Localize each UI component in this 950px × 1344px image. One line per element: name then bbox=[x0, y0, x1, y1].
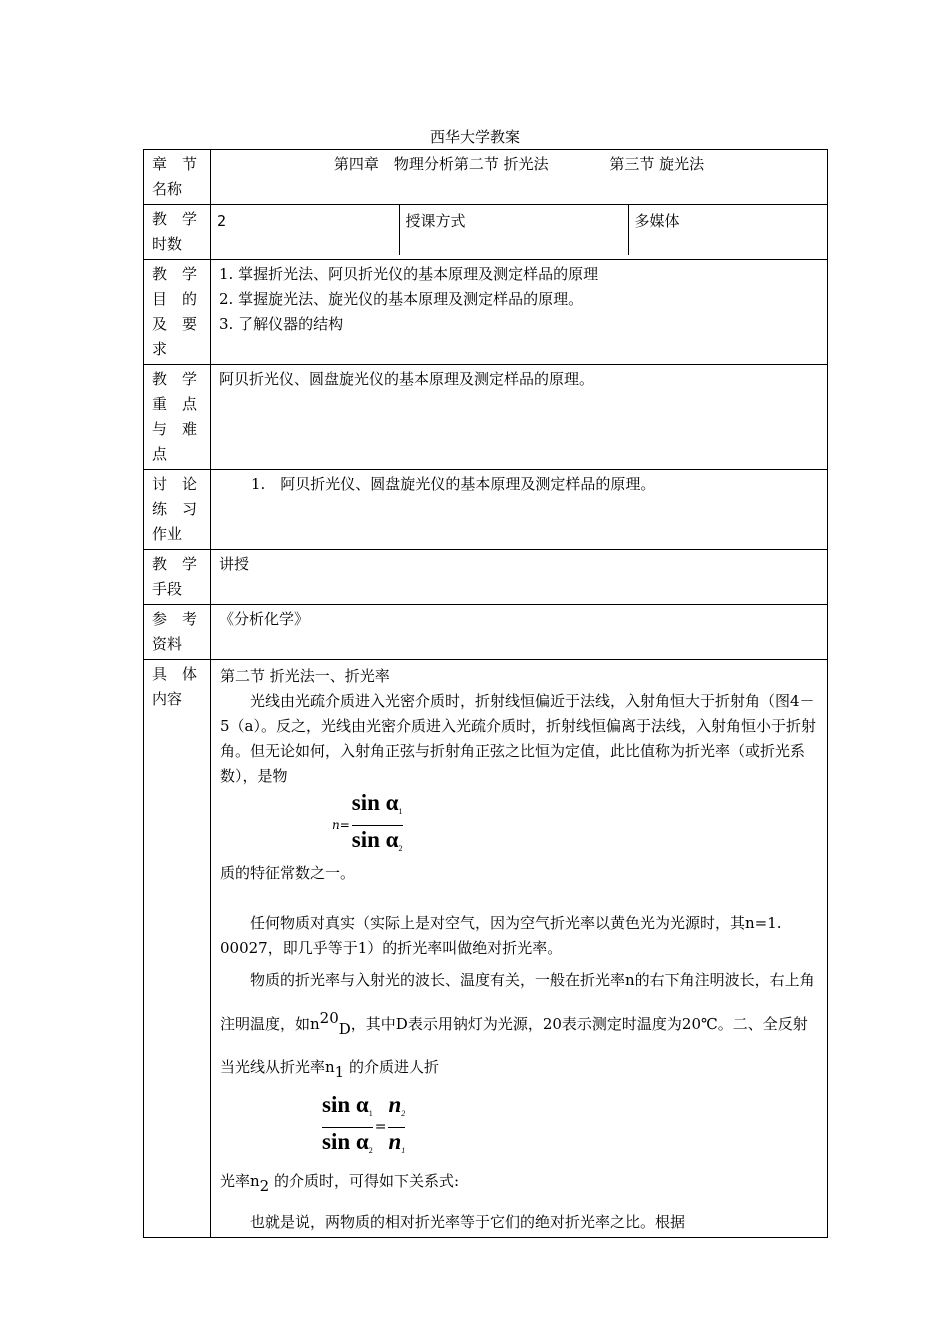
denominator-text: sin α bbox=[322, 1128, 369, 1154]
label-chapter bbox=[144, 150, 211, 205]
numerator-subscript: 2 bbox=[401, 1108, 406, 1118]
numerator-text: n bbox=[388, 1091, 402, 1117]
formula-denominator bbox=[322, 1128, 373, 1164]
subscript: 1 bbox=[334, 1063, 345, 1081]
row-key-points bbox=[144, 365, 828, 470]
content-body bbox=[211, 660, 828, 1238]
method-label: 授课方式 bbox=[399, 205, 628, 255]
denominator-subscript: 2 bbox=[398, 843, 403, 853]
content-paragraph: 任何物质对真实（实际上是对空气，因为空气折光率以黄色光为光源时，其n=1. 00027，即几乎等于1）的折光率叫做绝对折光率。 bbox=[220, 914, 782, 957]
formula-fraction bbox=[388, 1091, 405, 1164]
label-line: 点 bbox=[152, 445, 168, 463]
label-line: 教 学 bbox=[152, 555, 198, 573]
chapter-value bbox=[211, 150, 828, 205]
label-line: 教 学 bbox=[152, 265, 198, 283]
label-hours bbox=[144, 205, 211, 260]
hours-value: 2 bbox=[217, 212, 227, 230]
label-line: 内容 bbox=[152, 690, 183, 708]
label-line: 目 的 bbox=[152, 290, 198, 308]
label-line: 时数 bbox=[152, 235, 183, 253]
subscript: 2 bbox=[259, 1177, 270, 1195]
label-line: 具 体 bbox=[152, 665, 198, 683]
formula-denominator bbox=[352, 826, 403, 862]
label-line: 章 节 bbox=[152, 155, 198, 173]
text-run: 物质的折光率与入射光的波长、温度有关，一般在折光率n的右下角注明波长，右上角注明温度，如n bbox=[220, 971, 815, 1033]
row-exercises bbox=[144, 470, 828, 550]
method-value: 多媒体 bbox=[628, 205, 827, 255]
key-points-value: 阿贝折光仪、圆盘旋光仪的基本原理及测定样品的原理。 bbox=[211, 365, 828, 470]
label-line: 求 bbox=[152, 340, 168, 358]
objective-item: 2. 掌握旋光法、旋光仪的基本原理及测定样品的原理。 bbox=[219, 290, 584, 308]
text-run: 光率n bbox=[220, 1172, 260, 1190]
formula-denominator bbox=[388, 1128, 405, 1164]
label-line: 练 习 bbox=[152, 500, 198, 518]
formula-refractive-index bbox=[332, 789, 819, 855]
objectives-list bbox=[211, 260, 828, 365]
numerator-text: sin α bbox=[351, 789, 399, 815]
section-title: 第三节 旋光法 bbox=[609, 155, 705, 173]
label-line: 作业 bbox=[152, 525, 183, 543]
label-line: 名称 bbox=[152, 180, 183, 198]
denominator-subscript: 2 bbox=[368, 1145, 373, 1155]
content-paragraph bbox=[220, 1163, 819, 1204]
chapter-title: 第四章 物理分析第二节 折光法 bbox=[333, 155, 549, 173]
formula-relative-index bbox=[320, 1091, 819, 1157]
label-exercises bbox=[144, 470, 211, 550]
formula-numerator bbox=[322, 1091, 373, 1127]
label-line: 及 要 bbox=[152, 315, 198, 333]
formula-fraction bbox=[322, 1091, 373, 1164]
text-run: 的介质时，可得如下关系式: bbox=[269, 1172, 460, 1190]
subscript: D bbox=[338, 1020, 351, 1038]
text-run: 的介质进人折 bbox=[344, 1058, 439, 1076]
label-content bbox=[144, 660, 211, 1238]
row-objectives bbox=[144, 260, 828, 365]
content-paragraph: 也就是说，两物质的相对折光率等于它们的绝对折光率之比。根据 bbox=[250, 1213, 686, 1231]
label-objectives bbox=[144, 260, 211, 365]
label-line: 重 点 bbox=[152, 395, 198, 413]
numerator-subscript: 1 bbox=[368, 1108, 373, 1118]
numerator-subscript: 1 bbox=[398, 806, 403, 816]
row-hours bbox=[144, 205, 828, 260]
means-value: 讲授 bbox=[211, 550, 828, 605]
numerator-text: sin α bbox=[322, 1091, 369, 1117]
label-line: 与 难 bbox=[152, 420, 198, 438]
row-content bbox=[144, 660, 828, 1238]
label-line: 教 学 bbox=[152, 210, 198, 228]
row-references bbox=[144, 605, 828, 660]
denominator-subscript: 1 bbox=[401, 1145, 406, 1155]
denominator-text: sin α bbox=[351, 826, 399, 852]
content-heading: 第二节 折光法一、折光率 bbox=[220, 667, 390, 685]
row-means bbox=[144, 550, 828, 605]
objective-item: 1. 掌握折光法、阿贝折光仪的基本原理及测定样品的原理 bbox=[219, 265, 599, 283]
formula-numerator bbox=[352, 789, 403, 825]
content-paragraph: 光线由光疏介质进入光密介质时，折射线恒偏近于法线，入射角恒大于折射角（图4－5（a）。反之，光线由光密介质进入光疏介质时，折射线恒偏离于法线，入射角恒小于折射角。但无论如何，入射角正弦与折射角正弦之比恒为定值，此比值称为折光率（或折光系数），是物 bbox=[220, 692, 816, 785]
formula-numerator bbox=[388, 1091, 405, 1127]
formula-equals: = bbox=[374, 1118, 387, 1135]
label-line: 参 考 bbox=[152, 610, 198, 628]
denominator-text: n bbox=[388, 1128, 402, 1154]
superscript: 20 bbox=[319, 1009, 339, 1027]
lesson-plan-table bbox=[143, 149, 828, 1238]
page-title: 西华大学教案 bbox=[429, 128, 520, 146]
formula-lhs: n= bbox=[332, 817, 350, 832]
label-key-points bbox=[144, 365, 211, 470]
label-line: 讨 论 bbox=[152, 475, 198, 493]
content-paragraph bbox=[220, 961, 819, 1091]
label-line: 手段 bbox=[152, 580, 183, 598]
label-line: 资料 bbox=[152, 635, 183, 653]
formula-fraction bbox=[352, 789, 403, 862]
row-chapter bbox=[144, 150, 828, 205]
content-paragraph: 质的特征常数之一。 bbox=[220, 864, 356, 882]
label-line: 教 学 bbox=[152, 370, 198, 388]
text-run: ，其中D表示用钠灯为光源，20表示测定时温度为20℃。二、全反射当光线从折光率n bbox=[220, 1015, 808, 1076]
objective-item: 3. 了解仪器的结构 bbox=[219, 315, 344, 333]
references-value: 《分析化学》 bbox=[211, 605, 828, 660]
exercises-value: 1. 阿贝折光仪、圆盘旋光仪的基本原理及测定样品的原理。 bbox=[211, 470, 828, 550]
label-means bbox=[144, 550, 211, 605]
label-references bbox=[144, 605, 211, 660]
